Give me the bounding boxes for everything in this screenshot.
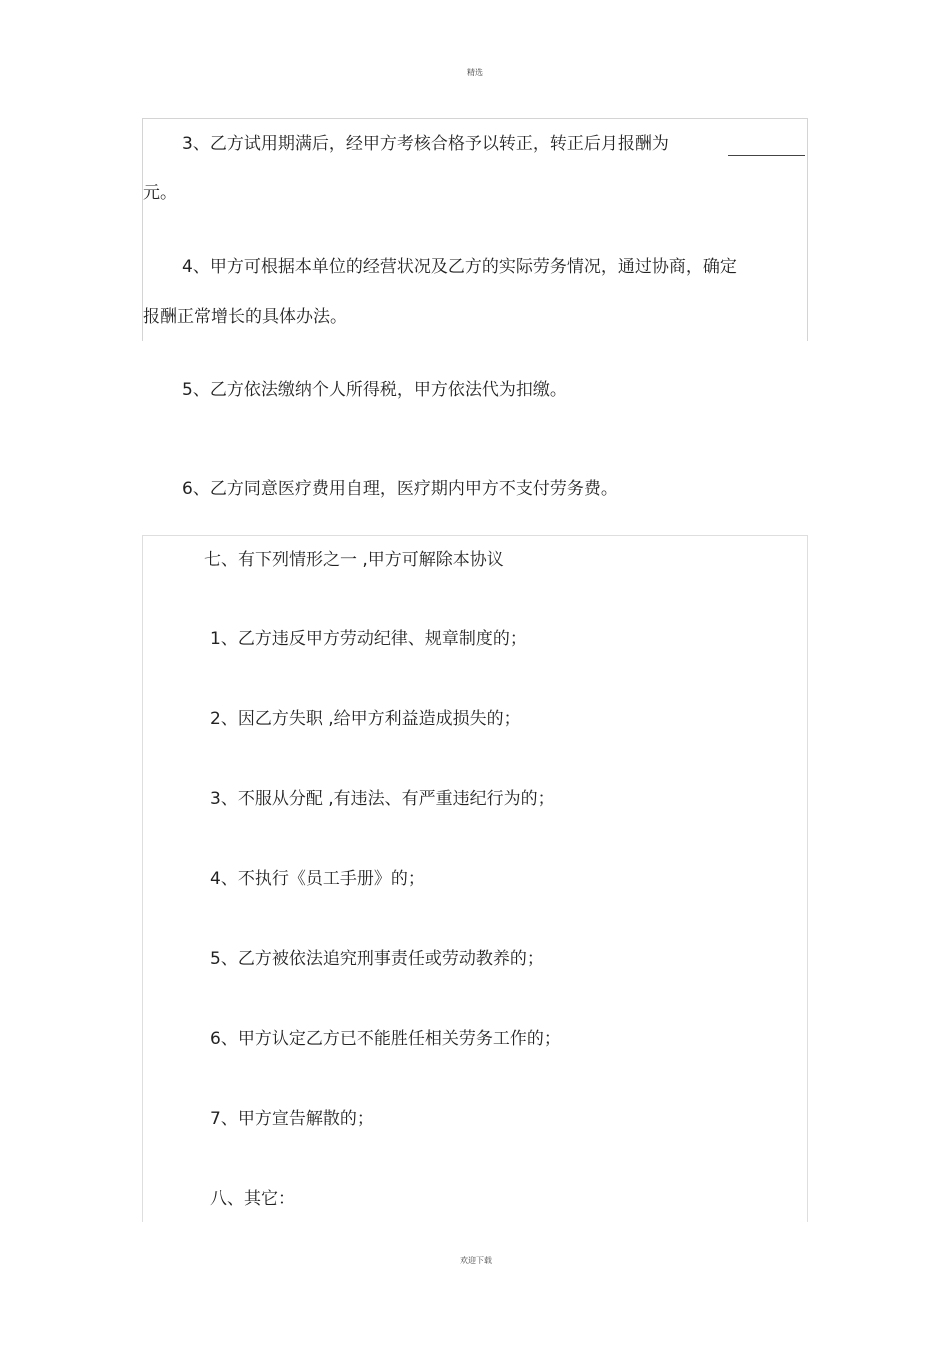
- page-header: 精选: [467, 68, 483, 77]
- salary-blank-underline: [728, 155, 805, 156]
- clause-4-line-1: 4、甲方可根据本单位的经营状况及乙方的实际劳务情况，通过协商，确定: [182, 257, 737, 277]
- section-7-item-6: 6、甲方认定乙方已不能胜任相关劳务工作的；: [210, 1029, 561, 1049]
- section-7-item-5: 5、乙方被依法追究刑事责任或劳动教养的；: [210, 949, 544, 969]
- section-7-item-7: 7、甲方宣告解散的；: [210, 1109, 374, 1129]
- section-7-item-2: 2、因乙方失职 ,给甲方利益造成损失的；: [210, 709, 521, 729]
- section-7-item-4: 4、不执行《员工手册》的；: [210, 869, 425, 889]
- clause-4-line-2: 报酬正常增长的具体办法。: [143, 307, 347, 327]
- page-footer: 欢迎下载: [460, 1256, 492, 1265]
- section-7-item-1: 1、乙方违反甲方劳动纪律、规章制度的；: [210, 629, 527, 649]
- clause-3-line-1: 3、乙方试用期满后，经甲方考核合格予以转正，转正后月报酬为: [182, 134, 669, 154]
- clause-5: 5、乙方依法缴纳个人所得税，甲方依法代为扣缴。: [182, 380, 567, 400]
- clause-6: 6、乙方同意医疗费用自理，医疗期内甲方不支付劳务费。: [182, 479, 618, 499]
- clause-3-line-2: 元。: [143, 183, 177, 203]
- section-7-title: 七、有下列情形之一 ,甲方可解除本协议: [204, 550, 504, 570]
- section-7-item-3: 3、不服从分配 ,有违法、有严重违纪行为的；: [210, 789, 555, 809]
- section-8-title: 八、其它：: [210, 1189, 295, 1209]
